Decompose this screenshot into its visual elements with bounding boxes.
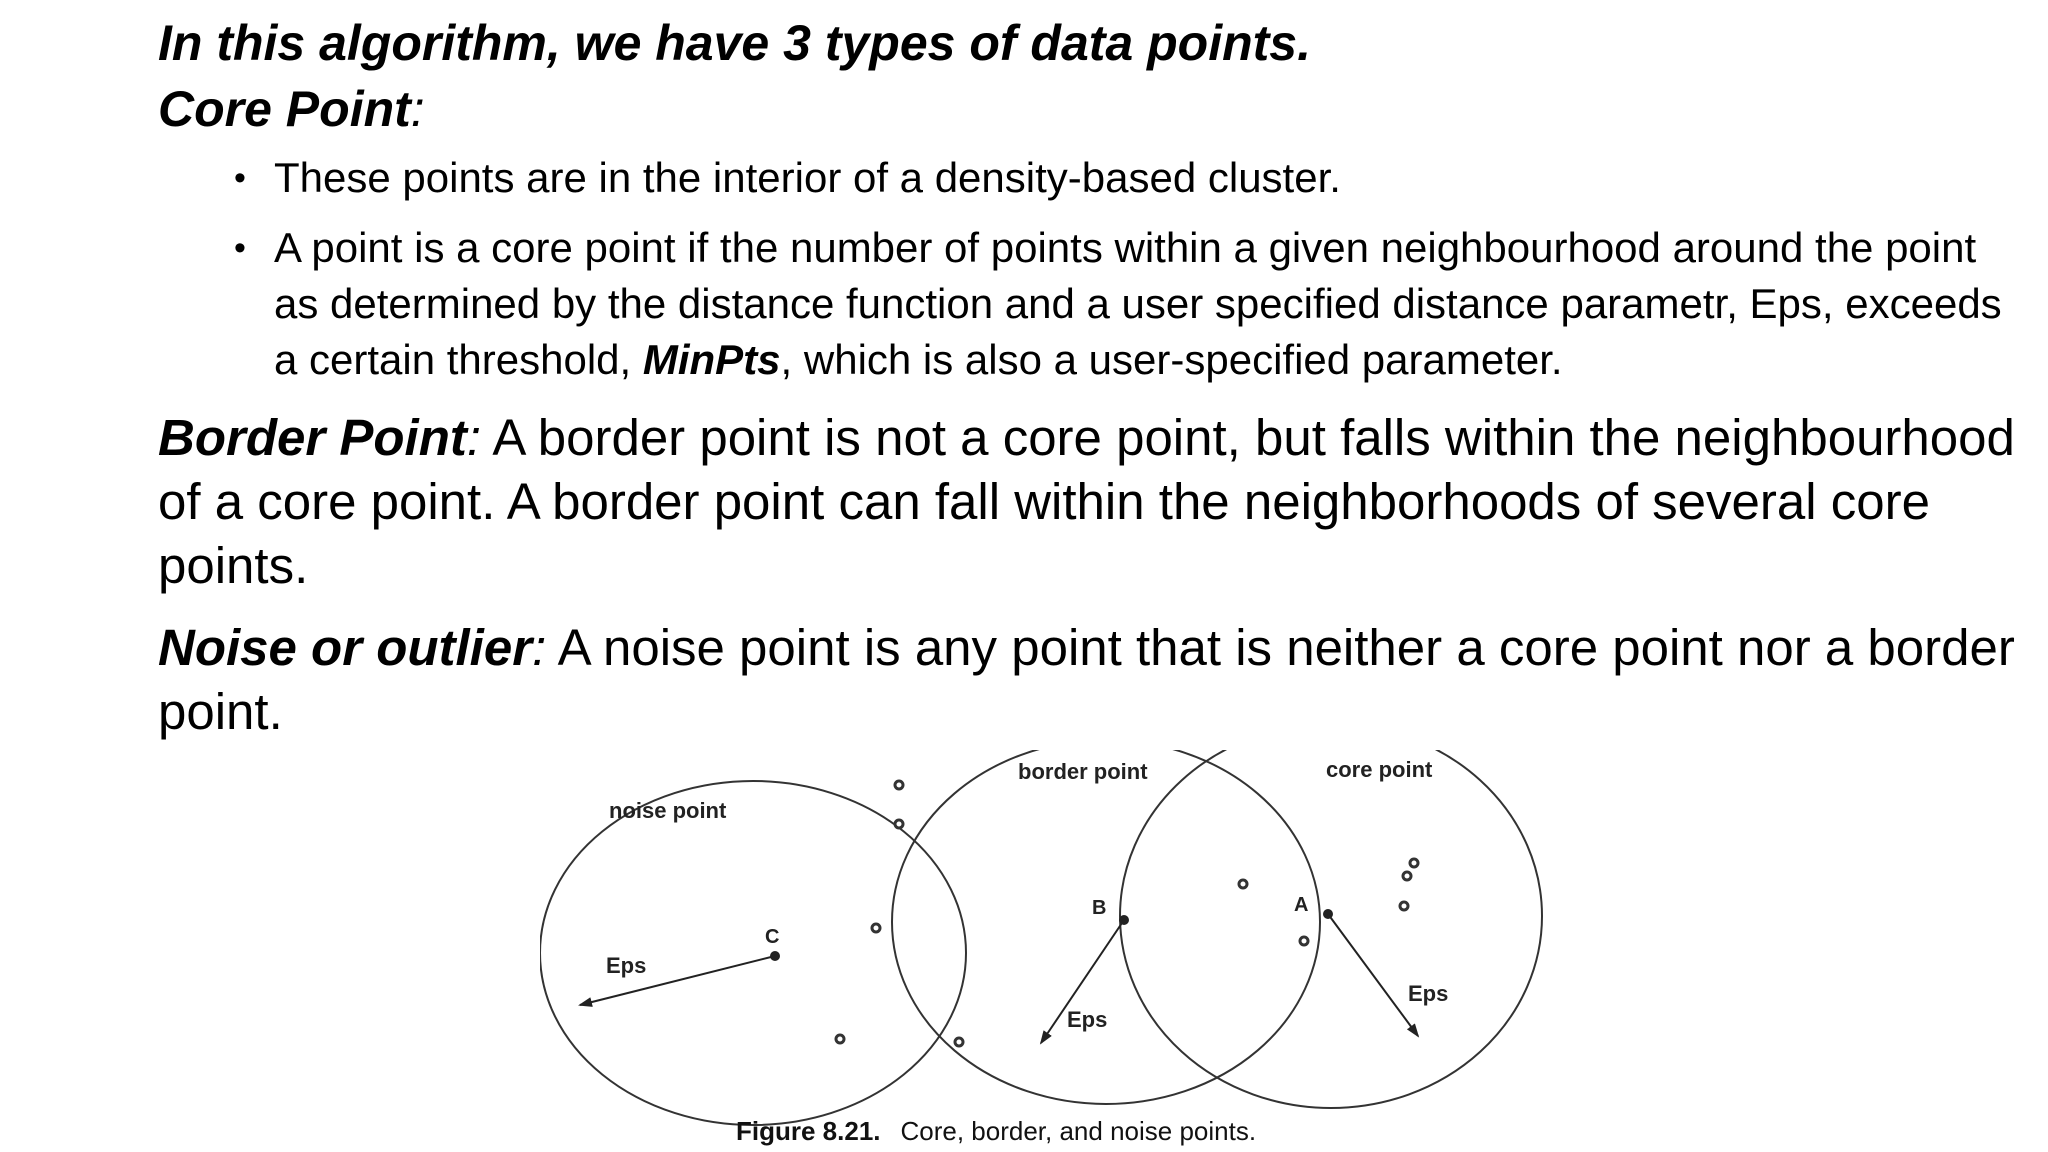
bullet-dot-icon: • xyxy=(234,229,246,267)
intro-heading: In this algorithm, we have 3 types of data points. xyxy=(158,15,1311,71)
noise-point-label: noise point xyxy=(609,798,727,823)
noise-neighbourhood-circle xyxy=(540,781,966,1125)
border-neighbourhood-circle xyxy=(892,750,1320,1104)
data-point xyxy=(1400,902,1408,910)
data-point xyxy=(872,924,880,932)
bullet-text-end: , which is also a user-specified parameter. xyxy=(780,336,1563,383)
bullet-text: These points are in the interior of a density-based cluster. xyxy=(274,154,1341,201)
noise-point-term: Noise or outlier xyxy=(158,619,533,676)
data-point xyxy=(895,820,903,828)
figure-caption xyxy=(736,1116,1256,1146)
data-point xyxy=(1403,872,1411,880)
point-a-label: A xyxy=(1294,894,1309,916)
data-point xyxy=(1300,937,1308,945)
figure-caption-number: Figure 8.21. xyxy=(736,1116,881,1146)
border-point-text: A border point is not a core point, but falls within the neighbourhood of a core point. A border point can fall within the neighborhoods of several core points. xyxy=(158,409,2015,594)
core-point-colon: : xyxy=(410,81,425,137)
minpts-term: MinPts xyxy=(642,336,781,383)
eps-label-left: Eps xyxy=(606,953,647,978)
bullet-item xyxy=(222,150,2028,206)
border-point-label: border point xyxy=(1018,759,1148,784)
data-point xyxy=(1239,880,1247,888)
core-point-term: Core Point xyxy=(158,81,411,137)
bullet-text-start: A point is a core point if the number of points within a given neighbourhood around the point as determined by the distance function and a user specified distance parametr, Eps, exceeds a certain threshold, xyxy=(274,224,2002,383)
border-point-definition xyxy=(158,406,2018,598)
bullet-item xyxy=(222,220,2028,388)
data-point xyxy=(1410,859,1418,867)
core-point-heading xyxy=(158,76,2028,142)
core-point-label: core point xyxy=(1326,757,1433,782)
eps-arrow-right xyxy=(1328,914,1418,1036)
bullet-dot-icon: • xyxy=(234,159,246,197)
data-point xyxy=(955,1038,963,1046)
noise-point-text: A noise point is any point that is neither a core point nor a border point. xyxy=(158,619,2015,740)
noise-point-colon: : xyxy=(532,619,547,676)
core-neighbourhood-circle xyxy=(1120,750,1542,1108)
data-point xyxy=(895,781,903,789)
point-b-label: B xyxy=(1092,897,1107,919)
dbscan-figure xyxy=(540,750,1580,1150)
border-point-colon: : xyxy=(466,409,482,466)
data-point xyxy=(836,1035,844,1043)
core-point-bullets xyxy=(158,150,2028,388)
eps-label-right: Eps xyxy=(1408,981,1449,1006)
border-point-term: Border Point xyxy=(158,409,467,466)
figure-caption-text: Core, border, and noise points. xyxy=(900,1116,1257,1146)
point-c-label: C xyxy=(765,926,780,948)
eps-label-middle: Eps xyxy=(1067,1007,1108,1032)
noise-point-definition xyxy=(158,616,2018,744)
slide-body xyxy=(158,10,2028,744)
